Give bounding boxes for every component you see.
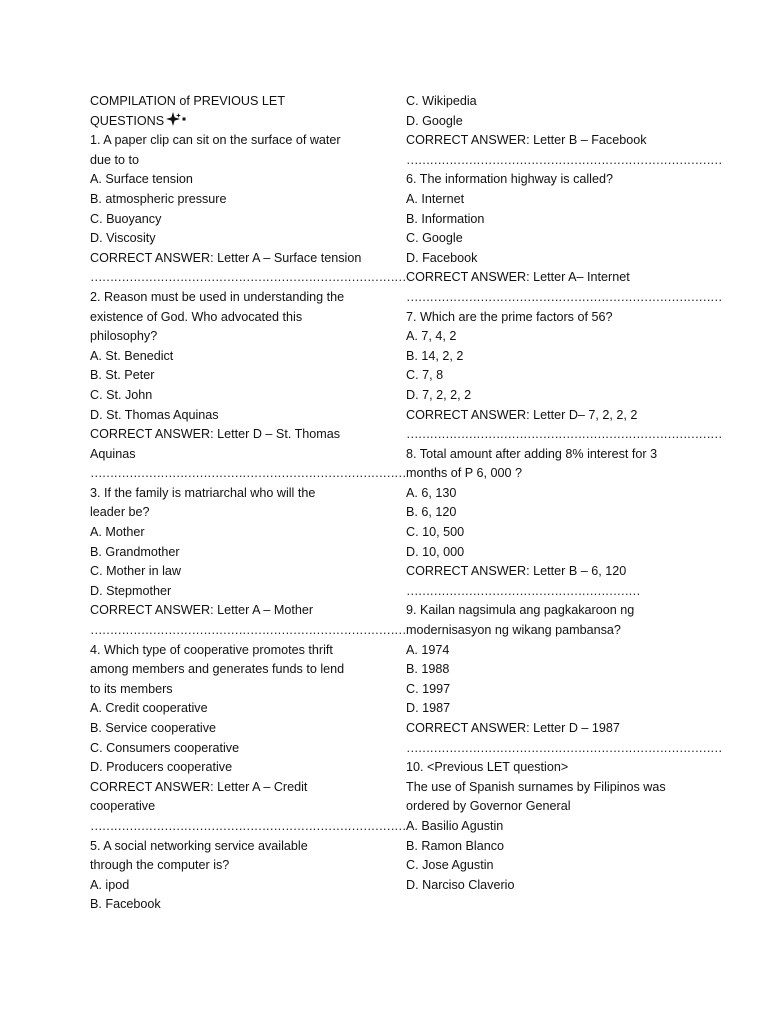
q8-option-c: C. 10, 500 [406,525,465,540]
q8-option-a: A. 6, 130 [406,485,457,500]
q6-option-a: A. Internet [406,191,465,206]
right-column [406,92,722,895]
q4-stem-line2: among members and generates funds to lend [90,662,345,677]
q2-stem-line3: philosophy? [90,329,158,344]
q6-option-d: D. Facebook [406,250,478,265]
q9-stem-line1: 9. Kailan nagsimula ang pagkakaroon ng [406,603,635,618]
q1-option-c: C. Buoyancy [90,211,162,226]
q5-option-c: C. Wikipedia [406,94,477,108]
separator: ……………………………………………………………………… [90,818,406,833]
q2-option-c: C. St. John [90,387,153,402]
q8-stem-line2: months of P 6, 000 ? [406,466,522,481]
q2-answer-line2: Aquinas [90,446,136,461]
q6-option-c: C. Google [406,231,463,246]
q3-option-a: A. Mother [90,525,145,540]
q7-stem-line1: 7. Which are the prime factors of 56? [406,309,613,324]
q2-option-a: A. St. Benedict [90,348,174,363]
q2-option-d: D. St. Thomas Aquinas [90,407,219,422]
q1-option-a: A. Surface tension [90,172,193,187]
q3-option-c: C. Mother in law [90,564,181,579]
q4-option-d: D. Producers cooperative [90,760,233,775]
q2-answer-line1: CORRECT ANSWER: Letter D – St. Thomas [90,427,341,442]
q3-answer: CORRECT ANSWER: Letter A – Mother [90,603,314,618]
q10-stem-line2: The use of Spanish surnames by Filipinos was [406,779,666,794]
q4-answer-line2: cooperative [90,799,156,814]
separator: ……………………………………………………………………… [406,152,722,167]
q5-answer: CORRECT ANSWER: Letter B – Facebook [406,133,647,148]
separator: ……………………………………………………………………… [406,740,722,755]
q9-option-d: D. 1987 [406,701,451,716]
q9-stem-line2: modernisasyon ng wikang pambansa? [406,623,621,638]
q6-option-b: B. Information [406,211,485,226]
q5-option-b: B. Facebook [90,897,161,912]
q6-answer: CORRECT ANSWER: Letter A– Internet [406,270,630,285]
q3-option-b: B. Grandmother [90,544,180,559]
q2-stem-line1: 2. Reason must be used in understanding the [90,289,345,304]
q4-option-a: A. Credit cooperative [90,701,208,716]
q7-option-a: A. 7, 4, 2 [406,329,457,344]
q8-answer: CORRECT ANSWER: Letter B – 6, 120 [406,564,627,579]
separator: ……………………………………………………………………… [90,623,406,638]
q10-stem-line3: ordered by Governor General [406,799,571,814]
q7-option-c: C. 7, 8 [406,368,444,383]
separator: ……………………………………………………………………… [406,427,722,442]
q10-option-d: D. Narciso Claverio [406,877,515,892]
q8-option-b: B. 6, 120 [406,505,457,520]
q3-stem-line2: leader be? [90,505,150,520]
separator: ……………………………………………………………………… [406,289,722,304]
q1-option-b: B. atmospheric pressure [90,191,227,206]
q3-stem-line1: 3. If the family is matriarchal who will the [90,485,316,500]
q10-option-c: C. Jose Agustin [406,858,494,873]
separator: ……………………………………………………………………… [90,466,406,481]
q9-option-c: C. 1997 [406,681,451,696]
q10-stem-line1: 10. <Previous LET question> [406,760,569,775]
q4-option-c: C. Consumers cooperative [90,740,240,755]
q3-option-d: D. Stepmother [90,583,172,598]
q5-option-a: A. ipod [90,877,130,892]
separator: ……………………………………………………………………… [90,270,406,285]
document-title-line2-wrap [90,112,366,132]
q5-stem-line1: 5. A social networking service available [90,838,308,853]
q5-stem-line2: through the computer is? [90,858,230,873]
q4-answer-line1: CORRECT ANSWER: Letter A – Credit [90,779,308,794]
q4-stem-line3: to its members [90,681,173,696]
q2-stem-line2: existence of God. Who advocated this [90,309,303,324]
document-title-line1: COMPILATION of PREVIOUS LET [90,94,286,108]
q4-stem-line1: 4. Which type of cooperative promotes thrift [90,642,333,657]
q4-option-b: B. Service cooperative [90,721,216,735]
q7-option-d: D. 7, 2, 2, 2 [406,387,472,402]
q10-option-a: A. Basilio Agustin [406,818,504,833]
q7-option-b: B. 14, 2, 2 [406,348,464,363]
q5-option-d: D. Google [406,113,463,128]
q1-answer: CORRECT ANSWER: Letter A – Surface tension [90,250,362,265]
q1-option-d: D. Viscosity [90,231,156,246]
q7-answer: CORRECT ANSWER: Letter D– 7, 2, 2, 2 [406,407,638,422]
document-title-line2: QUESTIONS [90,113,165,128]
q6-stem-line1: 6. The information highway is called? [406,172,613,187]
q8-stem-line1: 8. Total amount after adding 8% interest for 3 [406,446,658,461]
q9-option-b: B. 1988 [406,662,450,677]
q9-answer: CORRECT ANSWER: Letter D – 1987 [406,721,620,735]
q9-option-a: A. 1974 [406,642,450,657]
q2-option-b: B. St. Peter [90,368,155,383]
q1-stem-line2: due to to [90,152,140,167]
q1-stem-line1: 1. A paper clip can sit on the surface of water [90,133,341,148]
q8-option-d: D. 10, 000 [406,544,465,559]
sparkle-icon [166,112,186,133]
left-column [90,92,406,915]
q10-option-b: B. Ramon Blanco [406,838,505,853]
separator-short: …………………………………………………… [406,583,640,598]
